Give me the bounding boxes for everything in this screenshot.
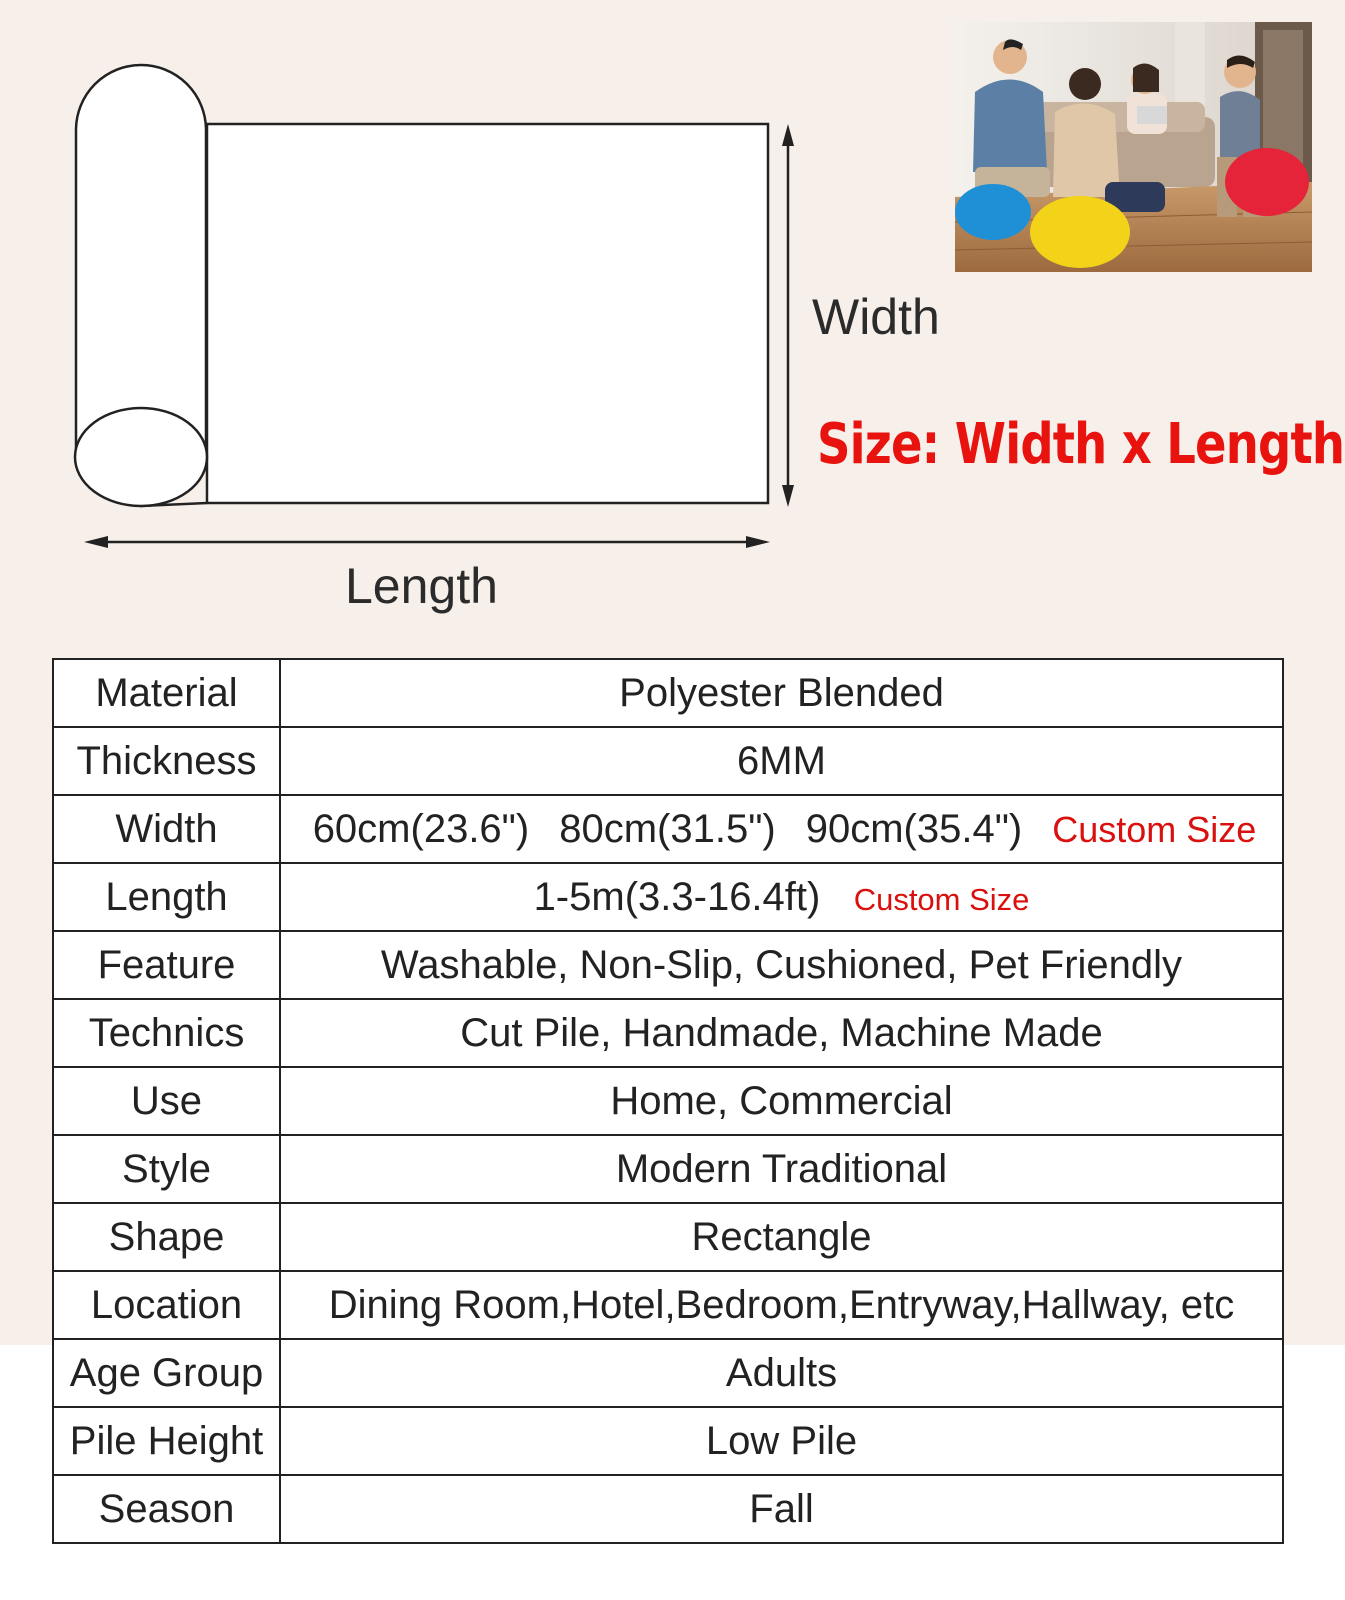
spec-key-feature: Feature [53,931,280,999]
spec-value-pile-height: Low Pile [280,1407,1283,1475]
table-row [53,931,1283,999]
spec-value-location: Dining Room,Hotel,Bedroom,Entryway,Hallway, etc [280,1271,1283,1339]
table-row [53,1407,1283,1475]
spec-key-pile-height: Pile Height [53,1407,280,1475]
length-arrow [84,536,770,548]
width-custom-size: Custom Size [1052,808,1257,850]
spec-key-use: Use [53,1067,280,1135]
width-option-60: 60cm(23.6") [312,806,530,851]
spec-key-shape: Shape [53,1203,280,1271]
table-row [53,1135,1283,1203]
spec-value-length [280,863,1283,931]
width-option-80: 80cm(31.5") [559,806,776,851]
length-custom-size: Custom Size [853,881,1030,917]
table-row [53,999,1283,1067]
table-row [53,1203,1283,1271]
width-label: Width [812,289,940,345]
spec-value-technics: Cut Pile, Handmade, Machine Made [280,999,1283,1067]
spec-value-material: Polyester Blended [280,659,1283,727]
spec-value-width [280,795,1283,863]
spec-value-shape: Rectangle [280,1203,1283,1271]
spec-value-style: Modern Traditional [280,1135,1283,1203]
length-label: Length [345,558,498,614]
table-row [53,1271,1283,1339]
width-arrow [782,124,794,507]
spec-key-technics: Technics [53,999,280,1067]
width-option-90: 90cm(35.4") [805,806,1023,851]
spec-value-thickness: 6MM [280,727,1283,795]
table-row [53,863,1283,931]
table-row [53,795,1283,863]
spec-key-width: Width [53,795,280,863]
rug-roll-end [75,408,207,506]
table-row [53,727,1283,795]
spec-key-material: Material [53,659,280,727]
spec-value-use: Home, Commercial [280,1067,1283,1135]
spec-key-age-group: Age Group [53,1339,280,1407]
rug-roll-cylinder [76,65,206,460]
spec-key-location: Location [53,1271,280,1339]
spec-key-length: Length [53,863,280,931]
length-range: 1-5m(3.3-16.4ft) [533,874,821,919]
table-row [53,1475,1283,1543]
table-row [53,1067,1283,1135]
rug-rectangle [207,124,768,503]
spec-key-season: Season [53,1475,280,1543]
lifestyle-photo [955,22,1312,272]
spec-table [52,658,1284,1544]
spec-key-style: Style [53,1135,280,1203]
spec-value-feature: Washable, Non-Slip, Cushioned, Pet Friendly [280,931,1283,999]
spec-key-thickness: Thickness [53,727,280,795]
spec-value-age-group: Adults [280,1339,1283,1407]
table-row [53,659,1283,727]
table-row [53,1339,1283,1407]
spec-value-season: Fall [280,1475,1283,1543]
size-caption: Size: Width x Length [817,412,1345,477]
